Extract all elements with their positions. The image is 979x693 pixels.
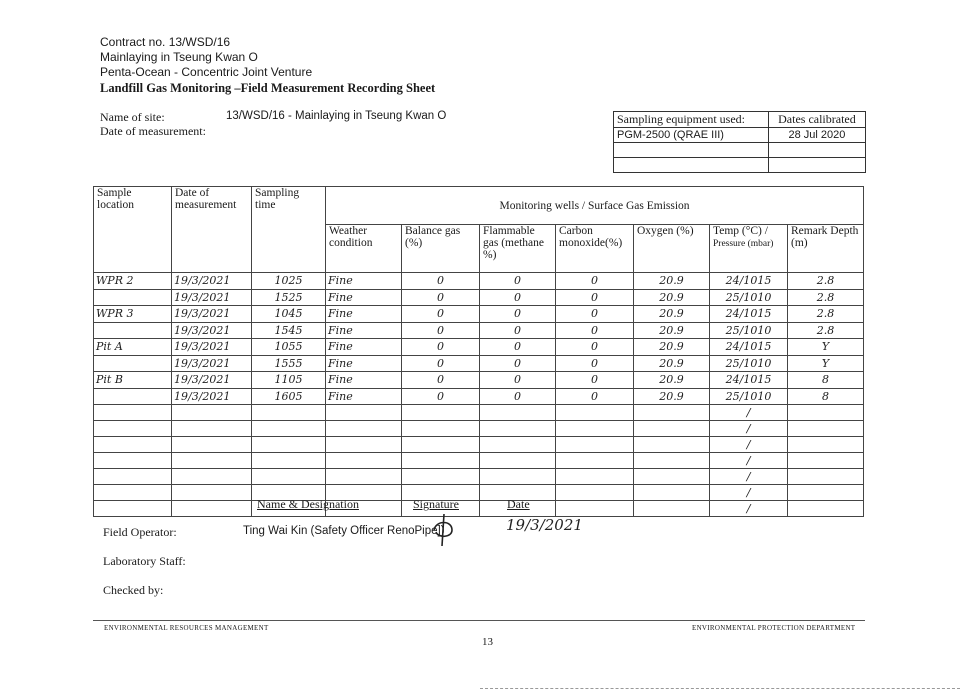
cell-weather: Fine [326,322,402,339]
cell-flammable: 0 [480,355,556,372]
empty-row [94,469,864,485]
header-remark-depth: Remark Depth (m) [788,225,864,273]
cell-date: 19/3/2021 [172,355,252,372]
cell-time: 1055 [252,339,326,356]
cell-balance: 0 [402,339,480,356]
empty-cell [480,453,556,469]
table-row [94,355,864,372]
empty-cell [326,469,402,485]
table-row [94,322,864,339]
project-name: Mainlaying in Tseung Kwan O [100,50,258,64]
cell-date: 19/3/2021 [172,273,252,290]
equipment-model: PGM-2500 (QRAE III) [614,128,769,143]
cell-flammable: 0 [480,339,556,356]
cell-oxygen: 20.9 [634,372,710,389]
cell-depth: 8 [788,372,864,389]
empty-temp-slash: / [710,469,788,485]
empty-row [94,485,864,501]
cell-flammable: 0 [480,289,556,306]
measurement-table [93,186,864,517]
cell-oxygen: 20.9 [634,339,710,356]
empty-temp-slash: / [710,501,788,517]
empty-cell [172,437,252,453]
cell-temp-pressure: 24/1015 [710,372,788,389]
header-sample-location: Sample location [94,187,172,273]
empty-cell [94,501,172,517]
cell-temp-pressure: 24/1015 [710,306,788,323]
header-sampling-time: Sampling time [252,187,326,273]
cell-depth: 2.8 [788,273,864,290]
empty-cell [634,405,710,421]
empty-temp-slash: / [710,453,788,469]
empty-cell [326,421,402,437]
table-row [94,306,864,323]
cell-oxygen: 20.9 [634,306,710,323]
header-pressure: Pressure (mbar) [713,239,774,249]
cell-location: Pit A [94,339,172,356]
cell-location [94,355,172,372]
empty-cell [634,437,710,453]
empty-row [94,421,864,437]
cell-oxygen: 20.9 [634,289,710,306]
empty-cell [252,453,326,469]
empty-cell [402,421,480,437]
cell-temp-pressure: 25/1010 [710,355,788,372]
cell-balance: 0 [402,322,480,339]
empty-cell [788,405,864,421]
cell-oxygen: 20.9 [634,273,710,290]
field-operator-label: Field Operator: [103,525,177,539]
cell-location: Pit B [94,372,172,389]
empty-cell [94,437,172,453]
empty-cell [172,501,252,517]
header-date-of-measurement: Date of measurement [172,187,252,273]
empty-cell [402,453,480,469]
cell-time: 1025 [252,273,326,290]
cell-time: 1545 [252,322,326,339]
empty-cell [480,421,556,437]
cell-balance: 0 [402,372,480,389]
equipment-empty-cell [768,158,865,173]
contractor-name: Penta-Ocean - Concentric Joint Venture [100,65,313,79]
empty-cell [634,485,710,501]
empty-cell [556,501,634,517]
cell-depth: 2.8 [788,322,864,339]
name-designation-heading: Name & Designation [257,497,359,511]
scan-artifact-line [480,688,960,689]
header-weather: Weather condition [326,225,402,273]
header-oxygen: Oxygen (%) [634,225,710,273]
table-row [94,388,864,405]
empty-temp-slash: / [710,405,788,421]
empty-cell [94,453,172,469]
site-name-label: Name of site: [100,110,165,124]
cell-date: 19/3/2021 [172,339,252,356]
header-temp-pressure [710,225,788,273]
cell-flammable: 0 [480,273,556,290]
cell-co: 0 [556,339,634,356]
cell-weather: Fine [326,372,402,389]
cell-balance: 0 [402,355,480,372]
cell-co: 0 [556,388,634,405]
empty-cell [326,405,402,421]
cell-depth: 2.8 [788,289,864,306]
equipment-empty-cell [614,143,769,158]
contract-number: Contract no. 13/WSD/16 [100,35,231,49]
equipment-empty-cell [614,158,769,173]
table-row [94,273,864,290]
empty-cell [788,501,864,517]
equipment-header: Sampling equipment used: [614,112,769,128]
header-temp: Temp (°C) / [713,225,768,237]
empty-cell [172,485,252,501]
empty-cell [634,469,710,485]
empty-temp-slash: / [710,437,788,453]
sheet-title: Landfill Gas Monitoring –Field Measurement Recording Sheet [100,81,436,95]
empty-cell [788,421,864,437]
calibrated-header: Dates calibrated [768,112,865,128]
date-heading: Date [507,497,530,511]
header-carbon-monoxide: Carbon monoxide(%) [556,225,634,273]
sampling-equipment-table [613,111,866,173]
empty-cell [402,437,480,453]
cell-date: 19/3/2021 [172,372,252,389]
cell-balance: 0 [402,273,480,290]
cell-balance: 0 [402,306,480,323]
empty-row [94,437,864,453]
cell-temp-pressure: 24/1015 [710,273,788,290]
cell-depth: Y [788,355,864,372]
empty-cell [480,469,556,485]
empty-cell [172,405,252,421]
cell-date: 19/3/2021 [172,289,252,306]
cell-weather: Fine [326,339,402,356]
empty-cell [788,437,864,453]
cell-flammable: 0 [480,306,556,323]
empty-cell [480,405,556,421]
cell-date: 19/3/2021 [172,322,252,339]
empty-cell [556,469,634,485]
footer-rule [93,620,865,621]
empty-cell [634,453,710,469]
cell-time: 1555 [252,355,326,372]
empty-row [94,453,864,469]
cell-temp-pressure: 25/1010 [710,388,788,405]
cell-balance: 0 [402,289,480,306]
empty-cell [172,421,252,437]
site-name-value: 13/WSD/16 - Mainlaying in Tseung Kwan O [226,110,447,122]
cell-location [94,388,172,405]
cell-depth: Y [788,339,864,356]
cell-flammable: 0 [480,388,556,405]
empty-cell [252,469,326,485]
cell-location: WPR 2 [94,273,172,290]
cell-location: WPR 3 [94,306,172,323]
checked-by-label: Checked by: [103,583,164,597]
cell-oxygen: 20.9 [634,388,710,405]
empty-cell [634,501,710,517]
cell-location [94,322,172,339]
empty-row [94,405,864,421]
cell-balance: 0 [402,388,480,405]
empty-cell [252,437,326,453]
cell-flammable: 0 [480,372,556,389]
empty-cell [788,469,864,485]
header-flammable-gas: Flammable gas (methane %) [480,225,556,273]
cell-co: 0 [556,355,634,372]
empty-cell [252,421,326,437]
laboratory-staff-label: Laboratory Staff: [103,554,186,568]
cell-depth: 2.8 [788,306,864,323]
cell-time: 1105 [252,372,326,389]
cell-weather: Fine [326,355,402,372]
cell-co: 0 [556,322,634,339]
empty-cell [402,469,480,485]
cell-location [94,289,172,306]
cell-time: 1525 [252,289,326,306]
cell-co: 0 [556,289,634,306]
cell-weather: Fine [326,388,402,405]
empty-cell [480,437,556,453]
footer-left: ENVIRONMENTAL RESOURCES MANAGEMENT [104,624,269,632]
field-operator-name: Ting Wai Kin (Safety Officer RenoPipe]) [243,525,445,537]
empty-cell [556,405,634,421]
empty-cell [252,405,326,421]
cell-oxygen: 20.9 [634,322,710,339]
signature-heading: Signature [413,497,459,511]
header-balance-gas: Balance gas (%) [402,225,480,273]
table-row [94,289,864,306]
empty-cell [788,453,864,469]
cell-time: 1045 [252,306,326,323]
cell-date: 19/3/2021 [172,306,252,323]
field-operator-date: 19/3/2021 [506,516,583,534]
cell-temp-pressure: 25/1010 [710,322,788,339]
calibration-date: 28 Jul 2020 [768,128,865,143]
empty-row [94,501,864,517]
cell-date: 19/3/2021 [172,388,252,405]
empty-cell [326,453,402,469]
equipment-empty-cell [768,143,865,158]
cell-co: 0 [556,306,634,323]
cell-co: 0 [556,372,634,389]
cell-weather: Fine [326,273,402,290]
footer-right: ENVIRONMENTAL PROTECTION DEPARTMENT [692,624,856,632]
empty-temp-slash: / [710,421,788,437]
empty-cell [172,469,252,485]
table-row [94,339,864,356]
page-number: 13 [482,636,493,648]
empty-cell [634,421,710,437]
cell-flammable: 0 [480,322,556,339]
empty-cell [556,437,634,453]
empty-cell [172,453,252,469]
date-of-measurement-label: Date of measurement: [100,124,206,138]
header-monitoring-group: Monitoring wells / Surface Gas Emission [326,187,864,225]
empty-cell [788,485,864,501]
empty-cell [326,437,402,453]
empty-temp-slash: / [710,485,788,501]
signature-mark-icon [430,512,458,548]
cell-time: 1605 [252,388,326,405]
empty-cell [94,485,172,501]
empty-cell [556,453,634,469]
table-row [94,372,864,389]
empty-cell [94,421,172,437]
empty-cell [94,405,172,421]
empty-cell [94,469,172,485]
data-rows [94,273,864,517]
cell-temp-pressure: 25/1010 [710,289,788,306]
cell-co: 0 [556,273,634,290]
cell-oxygen: 20.9 [634,355,710,372]
cell-weather: Fine [326,289,402,306]
empty-cell [556,485,634,501]
cell-weather: Fine [326,306,402,323]
cell-temp-pressure: 24/1015 [710,339,788,356]
empty-cell [402,405,480,421]
empty-cell [556,421,634,437]
cell-depth: 8 [788,388,864,405]
